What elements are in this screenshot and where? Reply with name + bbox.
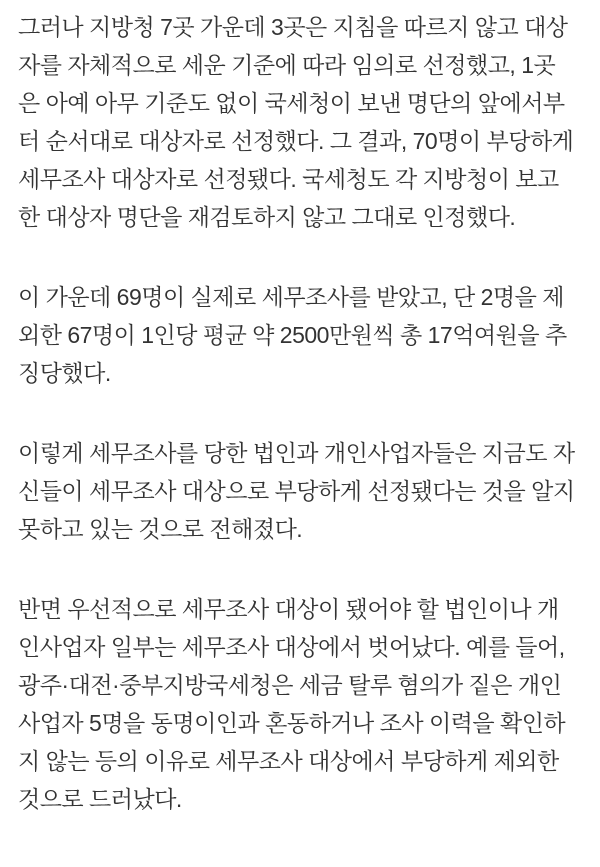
article-paragraph: 반면 우선적으로 세무조사 대상이 됐어야 할 법인이나 개인사업자 일부는 세무조사 대상에서 벗어났다. 예를 들어, 광주·대전·중부지방국세청은 세금 탈루 혐의가 짙은 개인사업자 5명을 동명이인과 혼동하거나 조사 이력을 확인하지 않는 등의 이유로 세무조사 대상에서 부당하게 제외한 것으로 드러났다.	[18, 596, 566, 812]
article-paragraph: 이 가운데 69명이 실제로 세무조사를 받았고, 단 2명을 제외한 67명이 1인당 평균 약 2500만원씩 총 17억여원을 추징당했다.	[18, 284, 567, 386]
article-paragraph: 이렇게 세무조사를 당한 법인과 개인사업자들은 지금도 자신들이 세무조사 대상으로 부당하게 선정됐다는 것을 알지 못하고 있는 것으로 전해졌다.	[18, 440, 575, 542]
article-paragraph: 그러나 지방청 7곳 가운데 3곳은 지침을 따르지 않고 대상자를 자체적으로 세운 기준에 따라 임의로 선정했고, 1곳은 아예 아무 기준도 없이 국세청이 보낸 명단의 앞에서부터 순서대로 대상자로 선정했다. 그 결과, 70명이 부당하게 세무조사 대상자로 선정됐다. 국세청도 각 지방청이 보고한 대상자 명단을 재검토하지 않고 그대로 인정했다.	[18, 14, 574, 230]
